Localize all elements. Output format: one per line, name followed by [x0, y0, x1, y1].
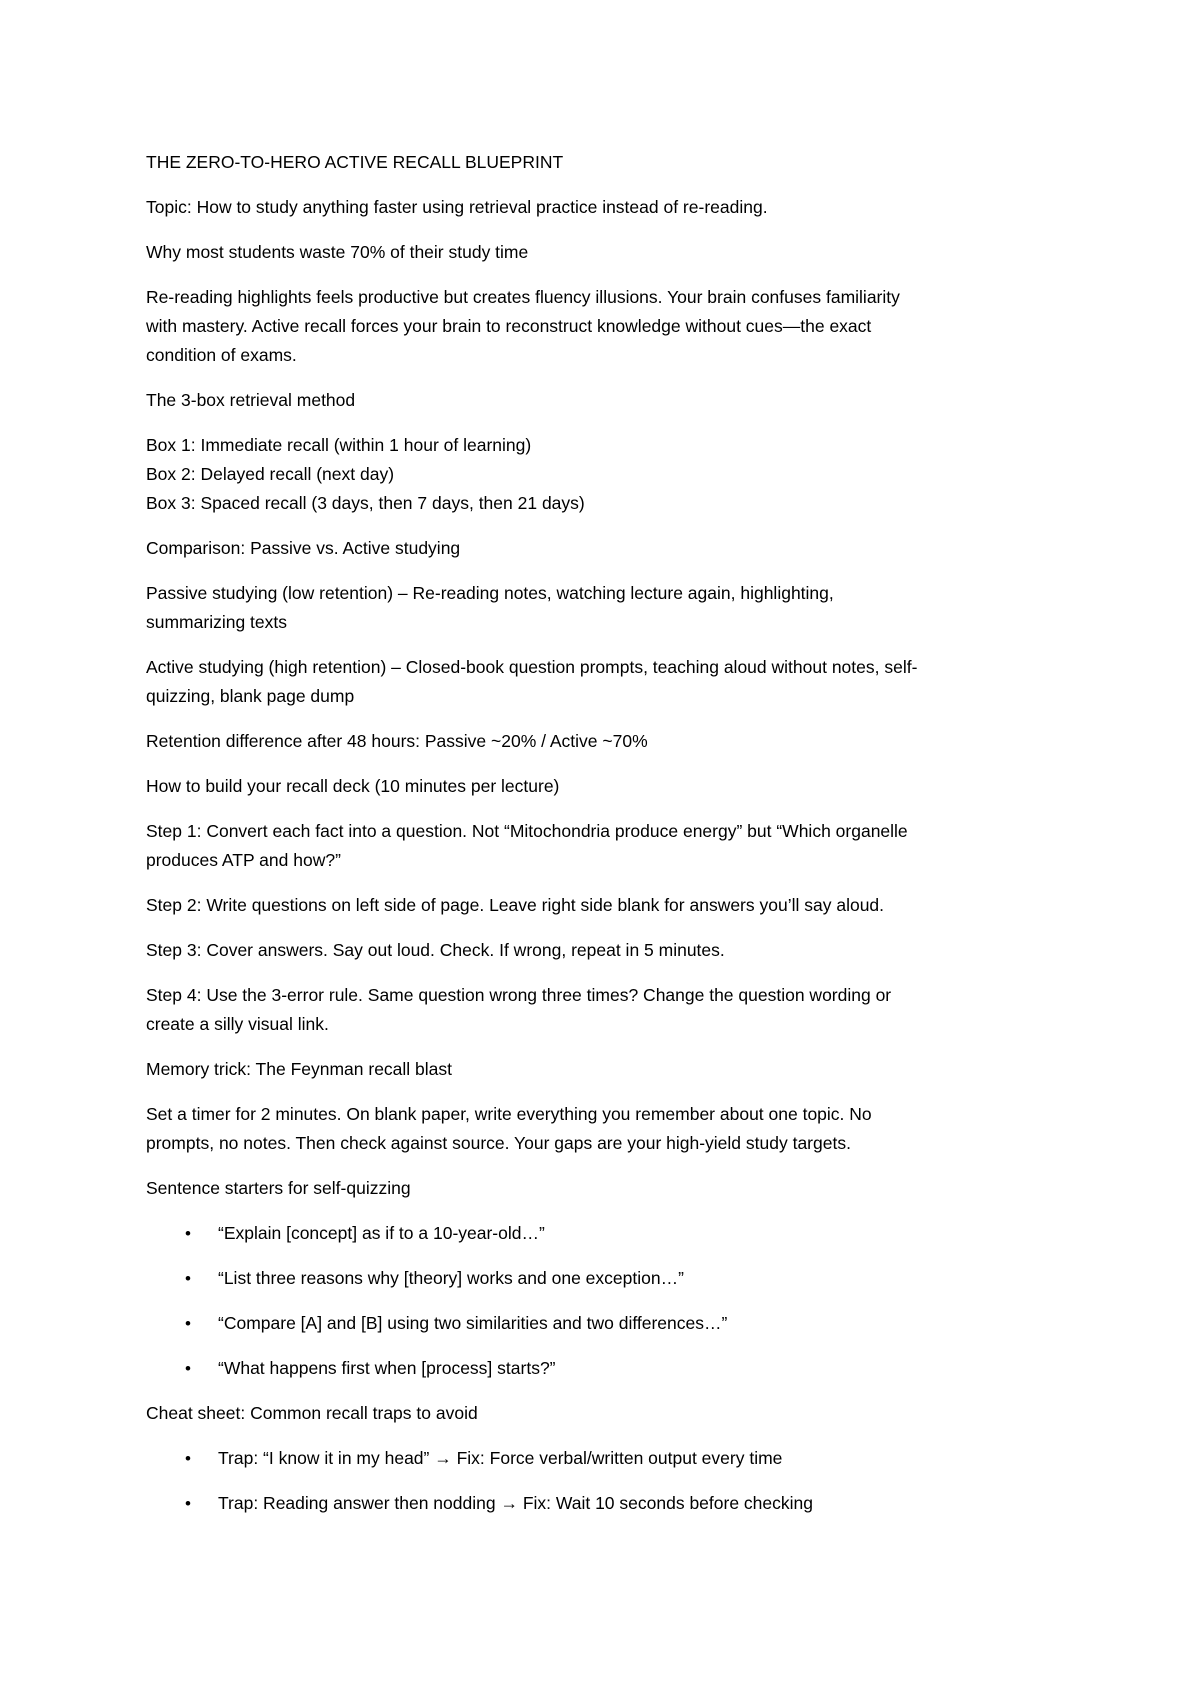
starters-list: [146, 1219, 1076, 1383]
feynman-body-line: Set a timer for 2 minutes. On blank paper, write everything you remember about one topic. No: [146, 1104, 872, 1124]
why-body-line: Re-reading highlights feels productive but creates fluency illusions. Your brain confuses familiarity: [146, 287, 900, 307]
list-item: [146, 1354, 1076, 1383]
step-4-line: create a silly visual link.: [146, 1014, 329, 1034]
step-2-para: Step 2: Write questions on left side of page. Leave right side blank for answers you’ll say aloud.: [146, 895, 885, 915]
list-item-text: “Explain [concept] as if to a 10-year-old…”: [218, 1223, 545, 1243]
why-body-line: with mastery. Active recall forces your brain to reconstruct knowledge without cues—the exact: [146, 316, 872, 336]
why-body-line: condition of exams.: [146, 345, 297, 365]
topic-line: Topic: How to study anything faster using retrieval practice instead of re-reading.: [146, 197, 768, 217]
step-1-para: [146, 817, 1076, 875]
feynman-body: [146, 1100, 1076, 1158]
list-item: [146, 1489, 1076, 1518]
passive-studying-para: [146, 579, 1076, 637]
bullet-icon: •: [185, 1359, 191, 1378]
feynman-heading: Memory trick: The Feynman recall blast: [146, 1059, 453, 1079]
document-page: [146, 148, 1076, 1534]
comparison-heading: Comparison: Passive vs. Active studying: [146, 538, 461, 558]
list-item-text: “List three reasons why [theory] works and one exception…”: [218, 1268, 684, 1288]
why-heading: Why most students waste 70% of their study time: [146, 242, 529, 262]
box-2-line: Box 2: Delayed recall (next day): [146, 464, 395, 484]
method-heading: The 3-box retrieval method: [146, 390, 356, 410]
traps-heading: Cheat sheet: Common recall traps to avoid: [146, 1403, 478, 1423]
step-4-para: [146, 981, 1076, 1039]
why-body: [146, 283, 1076, 370]
feynman-body-line: prompts, no notes. Then check against source. Your gaps are your high-yield study targets.: [146, 1133, 851, 1153]
list-item: [146, 1444, 1076, 1473]
starters-heading: Sentence starters for self-quizzing: [146, 1178, 411, 1198]
step-1-line: Step 1: Convert each fact into a question. Not “Mitochondria produce energy” but “Which organelle: [146, 821, 908, 841]
list-item: [146, 1264, 1076, 1293]
active-line: Active studying (high retention) – Closed-book question prompts, teaching aloud without notes, self-: [146, 657, 918, 677]
list-item-text: Trap: “I know it in my head” → Fix: Force verbal/written output every time: [218, 1448, 783, 1468]
bullet-icon: •: [185, 1494, 191, 1513]
method-boxes: [146, 431, 1076, 518]
bullet-icon: •: [185, 1224, 191, 1243]
active-studying-para: [146, 653, 1076, 711]
list-item-text: “What happens first when [process] starts?”: [218, 1358, 556, 1378]
bullet-icon: •: [185, 1449, 191, 1468]
list-item-text: “Compare [A] and [B] using two similarities and two differences…”: [218, 1313, 728, 1333]
retention-line: Retention difference after 48 hours: Passive ~20% / Active ~70%: [146, 731, 648, 751]
traps-list: [146, 1444, 1076, 1518]
box-3-line: Box 3: Spaced recall (3 days, then 7 days, then 21 days): [146, 493, 585, 513]
step-1-line: produces ATP and how?”: [146, 850, 341, 870]
document-title: THE ZERO-TO-HERO ACTIVE RECALL BLUEPRINT: [146, 152, 564, 172]
list-item: [146, 1309, 1076, 1338]
deck-heading: How to build your recall deck (10 minutes per lecture): [146, 776, 560, 796]
bullet-icon: •: [185, 1314, 191, 1333]
list-item: [146, 1219, 1076, 1248]
passive-line: summarizing texts: [146, 612, 288, 632]
bullet-icon: •: [185, 1269, 191, 1288]
passive-line: Passive studying (low retention) – Re-reading notes, watching lecture again, highlighting,: [146, 583, 834, 603]
active-line: quizzing, blank page dump: [146, 686, 355, 706]
step-4-line: Step 4: Use the 3-error rule. Same question wrong three times? Change the question wording or: [146, 985, 892, 1005]
box-1-line: Box 1: Immediate recall (within 1 hour of learning): [146, 435, 532, 455]
list-item-text: Trap: Reading answer then nodding → Fix: Wait 10 seconds before checking: [218, 1493, 813, 1513]
step-3-para: Step 3: Cover answers. Say out loud. Check. If wrong, repeat in 5 minutes.: [146, 940, 725, 960]
